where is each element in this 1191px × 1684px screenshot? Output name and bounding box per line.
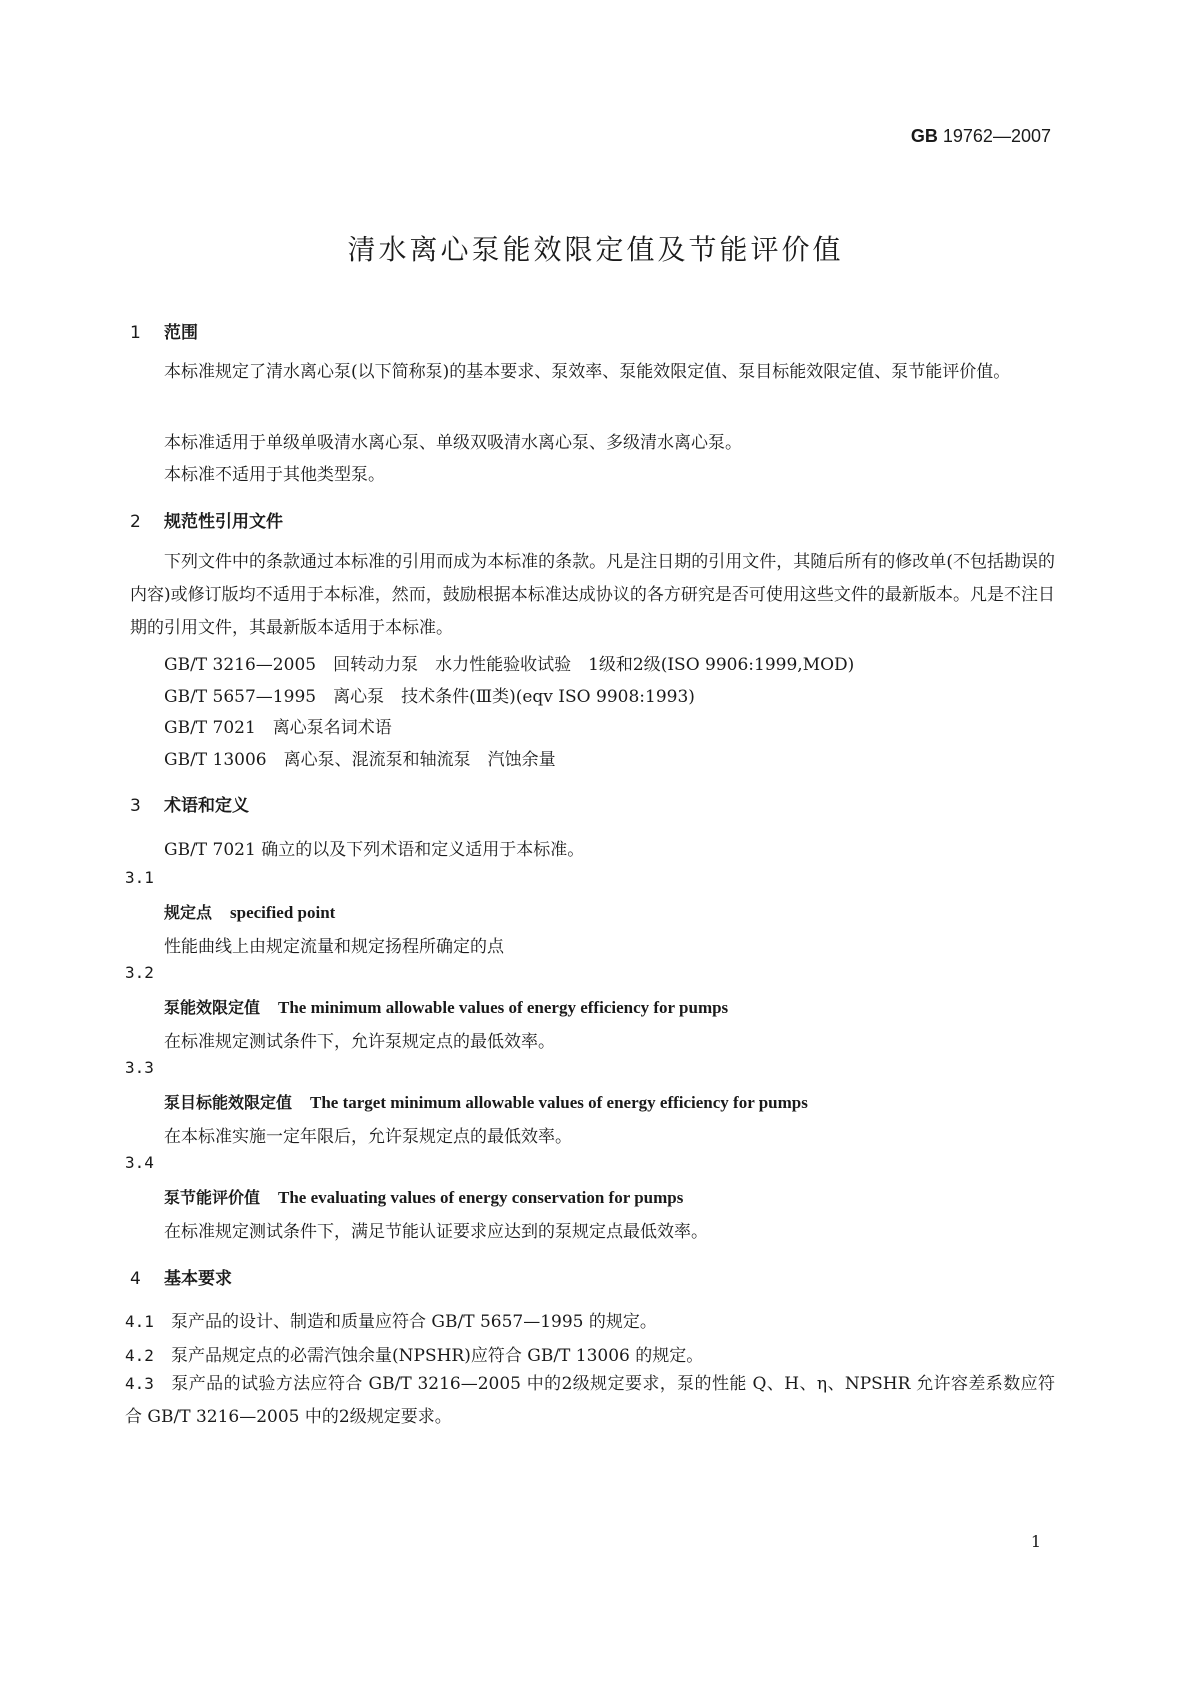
term-number: 3.2	[125, 963, 154, 982]
term-definition: 性能曲线上由规定流量和规定扬程所确定的点	[164, 937, 504, 957]
reference-item: GB/T 13006 离心泵、混流泵和轴流泵 汽蚀余量	[164, 750, 556, 770]
page-title: 清水离心泵能效限定值及节能评价值	[347, 233, 844, 266]
term-heading: 泵节能评价值 The evaluating values of energy conservation for pumps	[164, 1188, 684, 1207]
reference-item: GB/T 3216—2005 回转动力泵 水力性能验收试验 1级和2级(ISO 9906:1999,MOD)	[164, 655, 855, 675]
page-number: 1	[1030, 1532, 1041, 1551]
term-number: 3.1	[125, 868, 154, 887]
section-1-para-3: 本标准不适用于其他类型泵。	[164, 465, 385, 485]
section-2-para-1: 下列文件中的条款通过本标准的引用而成为本标准的条款。凡是注日期的引用文件，其随后所有的修改单(不包括勘误的内容)或修订版均不适用于本标准，然而，鼓励根据本标准达成协议的各方研究是否可使用这些文件的最新版本。凡是不注日期的引用文件，其最新版本适用于本标准。	[130, 552, 1055, 638]
term-number: 3.4	[125, 1153, 154, 1172]
term-heading: 泵目标能效限定值 The target minimum allowable values of energy efficiency for pumps	[164, 1093, 808, 1112]
clause-item: 4.3 泵产品的试验方法应符合 GB/T 3216—2005 中的2级规定要求，泵的性能 Q、H、η、NPSHR 允许容差系数应符合 GB/T 3216—2005 中的2级规定要求。	[125, 1374, 1055, 1427]
term-definition: 在标准规定测试条件下，允许泵规定点的最低效率。	[164, 1032, 555, 1052]
section-3-heading: 3 术语和定义	[130, 796, 249, 816]
section-2-heading: 2 规范性引用文件	[130, 512, 283, 532]
section-3-intro: GB/T 7021 确立的以及下列术语和定义适用于本标准。	[164, 840, 585, 860]
term-heading: 规定点 specified point	[164, 903, 336, 922]
section-4-heading: 4 基本要求	[130, 1269, 232, 1289]
clause-item: 4.2 泵产品规定点的必需汽蚀余量(NPSHR)应符合 GB/T 13006 的规定。	[125, 1346, 704, 1366]
term-definition: 在标准规定测试条件下，满足节能认证要求应达到的泵规定点最低效率。	[164, 1222, 708, 1242]
reference-item: GB/T 5657—1995 离心泵 技术条件(Ⅲ类)(eqv ISO 9908:1993)	[164, 687, 695, 707]
section-1-para-1: 本标准规定了清水离心泵(以下简称泵)的基本要求、泵效率、泵能效限定值、泵目标能效限定值、泵节能评价值。	[164, 362, 1011, 382]
term-definition: 在本标准实施一定年限后，允许泵规定点的最低效率。	[164, 1127, 572, 1147]
reference-item: GB/T 7021 离心泵名词术语	[164, 718, 392, 738]
section-1-heading: 1 范围	[130, 323, 198, 343]
term-number: 3.3	[125, 1058, 154, 1077]
standard-code: GB 19762—2007	[910, 126, 1051, 146]
term-heading: 泵能效限定值 The minimum allowable values of energy efficiency for pumps	[164, 998, 729, 1017]
clause-item: 4.1 泵产品的设计、制造和质量应符合 GB/T 5657—1995 的规定。	[125, 1312, 657, 1332]
section-1-para-2: 本标准适用于单级单吸清水离心泵、单级双吸清水离心泵、多级清水离心泵。	[164, 433, 742, 453]
